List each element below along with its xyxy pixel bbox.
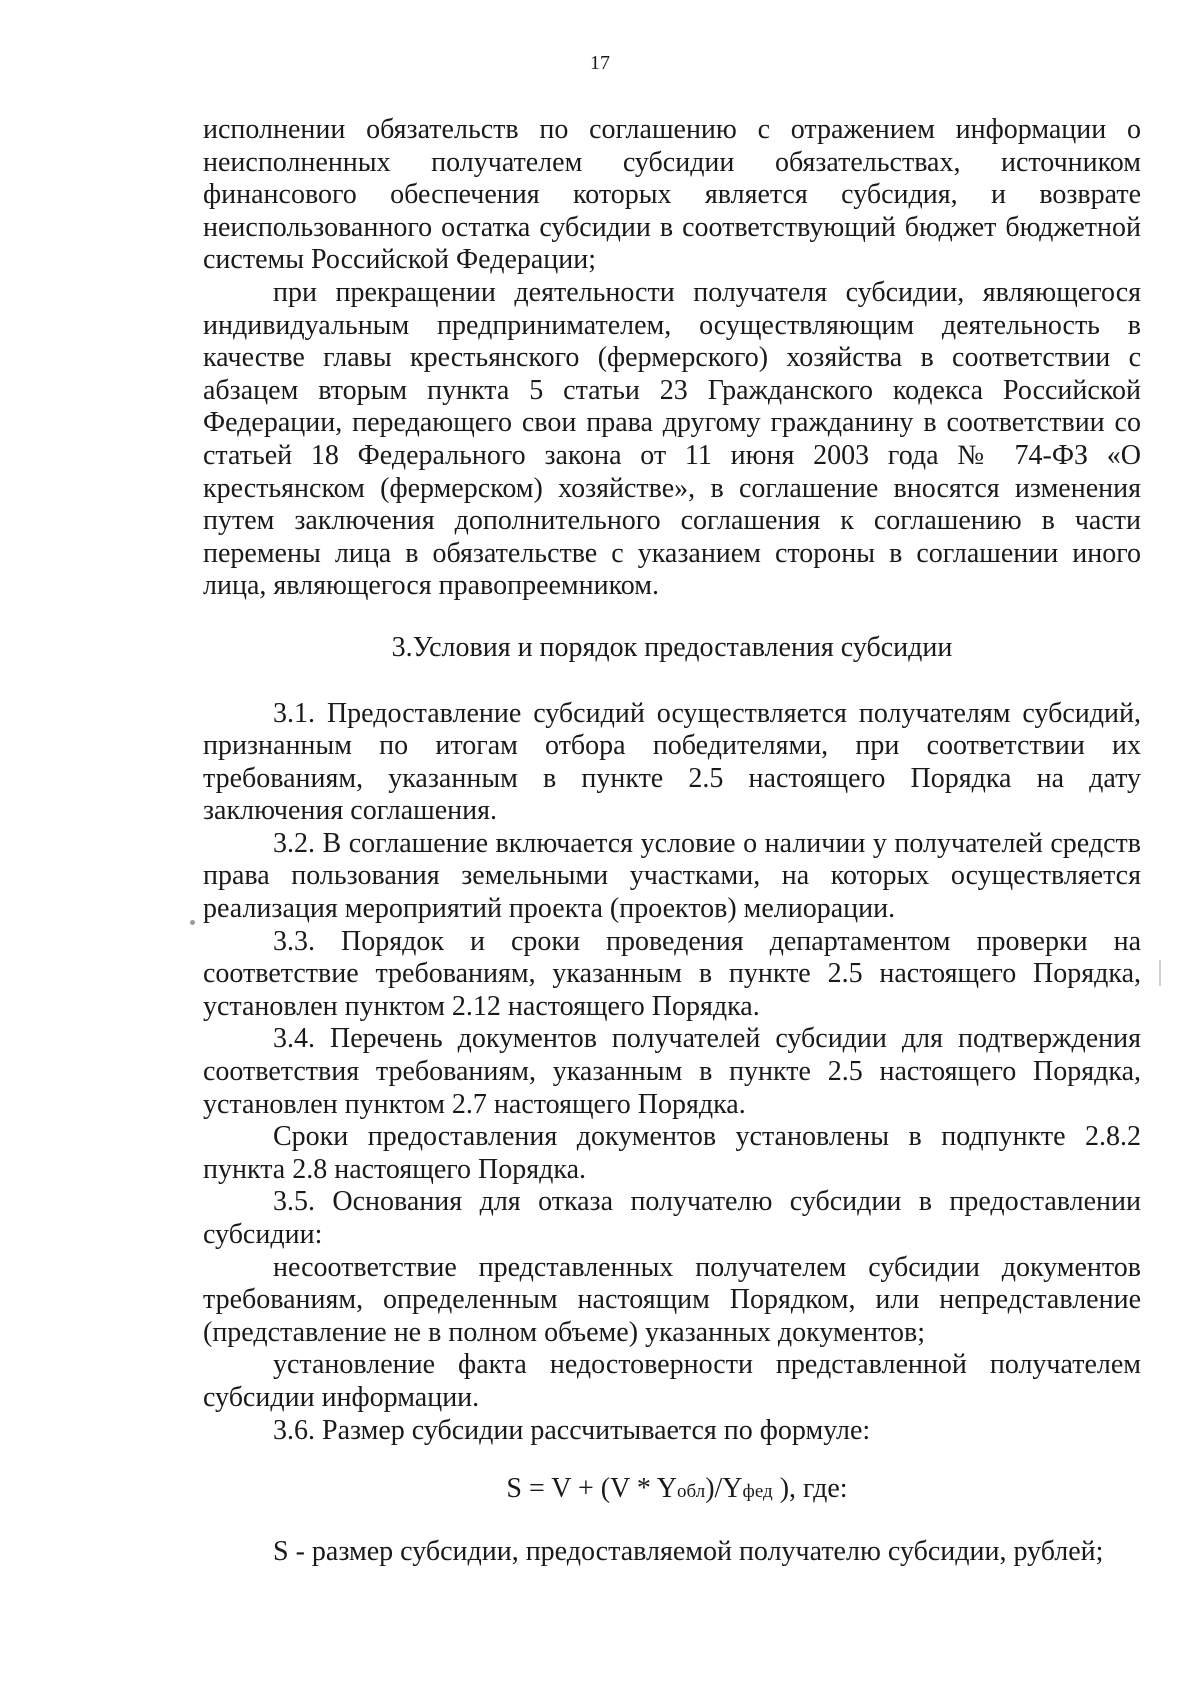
definition-s: S - размер субсидии, предоставляемой получателю субсидии, рублей; (273, 1535, 1104, 1567)
paragraph-3-2: 3.2. В соглашение включается условие о наличии у получателей средств права пользования земельными участками, на которых осуществляется реализация мероприятий проекта (проектов) мелиорации. (203, 827, 1141, 925)
formula-part-3: ), где: (772, 1473, 848, 1505)
scan-artifact-mark (1159, 960, 1161, 986)
formula-part-1: S = V + (V * Y (506, 1473, 678, 1505)
paragraph-3-5: 3.5. Основания для отказа получателю субсидии в предоставлении субсидии: (203, 1186, 1141, 1250)
formula-subscript-fed: фед (742, 1481, 773, 1503)
paragraph-refusal-reason-2: установление факта недостоверности представленной получателем субсидии информации. (203, 1349, 1141, 1413)
paragraph-3-3: 3.3. Порядок и сроки проведения департаментом проверки на соответствие требованиям, указанным в пункте 2.5 настоящего Порядка, установлен пунктом 2.12 настоящего Порядка. (203, 925, 1141, 1022)
subsidy-formula (203, 1473, 1141, 1509)
paragraph-refusal-reason-1: несоответствие представленных получателем субсидии документов требованиям, определенным настоящим Порядком, или непредставление (представление не в полном объеме) указанных документов; (203, 1251, 1141, 1348)
paragraph-obligations-continuation: исполнении обязательств по соглашению с отражением информации о неисполненных получателем субсидии обязательствах, источником финансового обеспечения которых является субсидия, и возврате неиспользованного остатка субсидии в соответствующий бюджет бюджетной системы Российской Федерации; (203, 114, 1141, 276)
document-body (203, 114, 1141, 1568)
paragraph-3-4: 3.4. Перечень документов получателей субсидии для подтверждения соответствия требованиям, указанным в пункте 2.5 настоящего Порядка, установлен пунктом 2.7 настоящего Порядка. (203, 1023, 1141, 1120)
formula-part-2: )/Y (705, 1473, 743, 1505)
page-number: 17 (590, 52, 610, 74)
section-heading: 3.Условия и порядок предоставления субсидии (391, 631, 953, 663)
paragraph-3-1: 3.1. Предоставление субсидий осуществляется получателям субсидий, признанным по итогам отбора победителями, при соответствии их требованиям, указанным в пункте 2.5 настоящего Порядка на дату заключения соглашения. (203, 697, 1141, 827)
paragraph-successor-change: при прекращении деятельности получателя субсидии, являющегося индивидуальным предпринимателем, осуществляющим деятельность в качестве главы крестьянского (фермерского) хозяйства в соответствии с абзацем вторым пункта 5 статьи 23 Гражданского кодекса Российской Федерации, передающего свои права другому гражданину в соответствии со статьей 18 Федерального закона от 11 июня 2003 года № 74-ФЗ «О крестьянском (фермерском) хозяйстве», в соглашение вносятся изменения путем заключения дополнительного соглашения к соглашению в части перемены лица в обязательстве с указанием стороны в соглашении иного лица, являющегося правопреемником. (203, 276, 1141, 602)
scan-artifact-dot (190, 920, 195, 925)
paragraph-3-6: 3.6. Размер субсидии рассчитывается по формуле: (273, 1414, 871, 1446)
paragraph-document-deadlines: Сроки предоставления документов установлены в подпункте 2.8.2 пункта 2.8 настоящего Порядка. (203, 1121, 1141, 1185)
formula-subscript-obl: обл (677, 1481, 706, 1503)
